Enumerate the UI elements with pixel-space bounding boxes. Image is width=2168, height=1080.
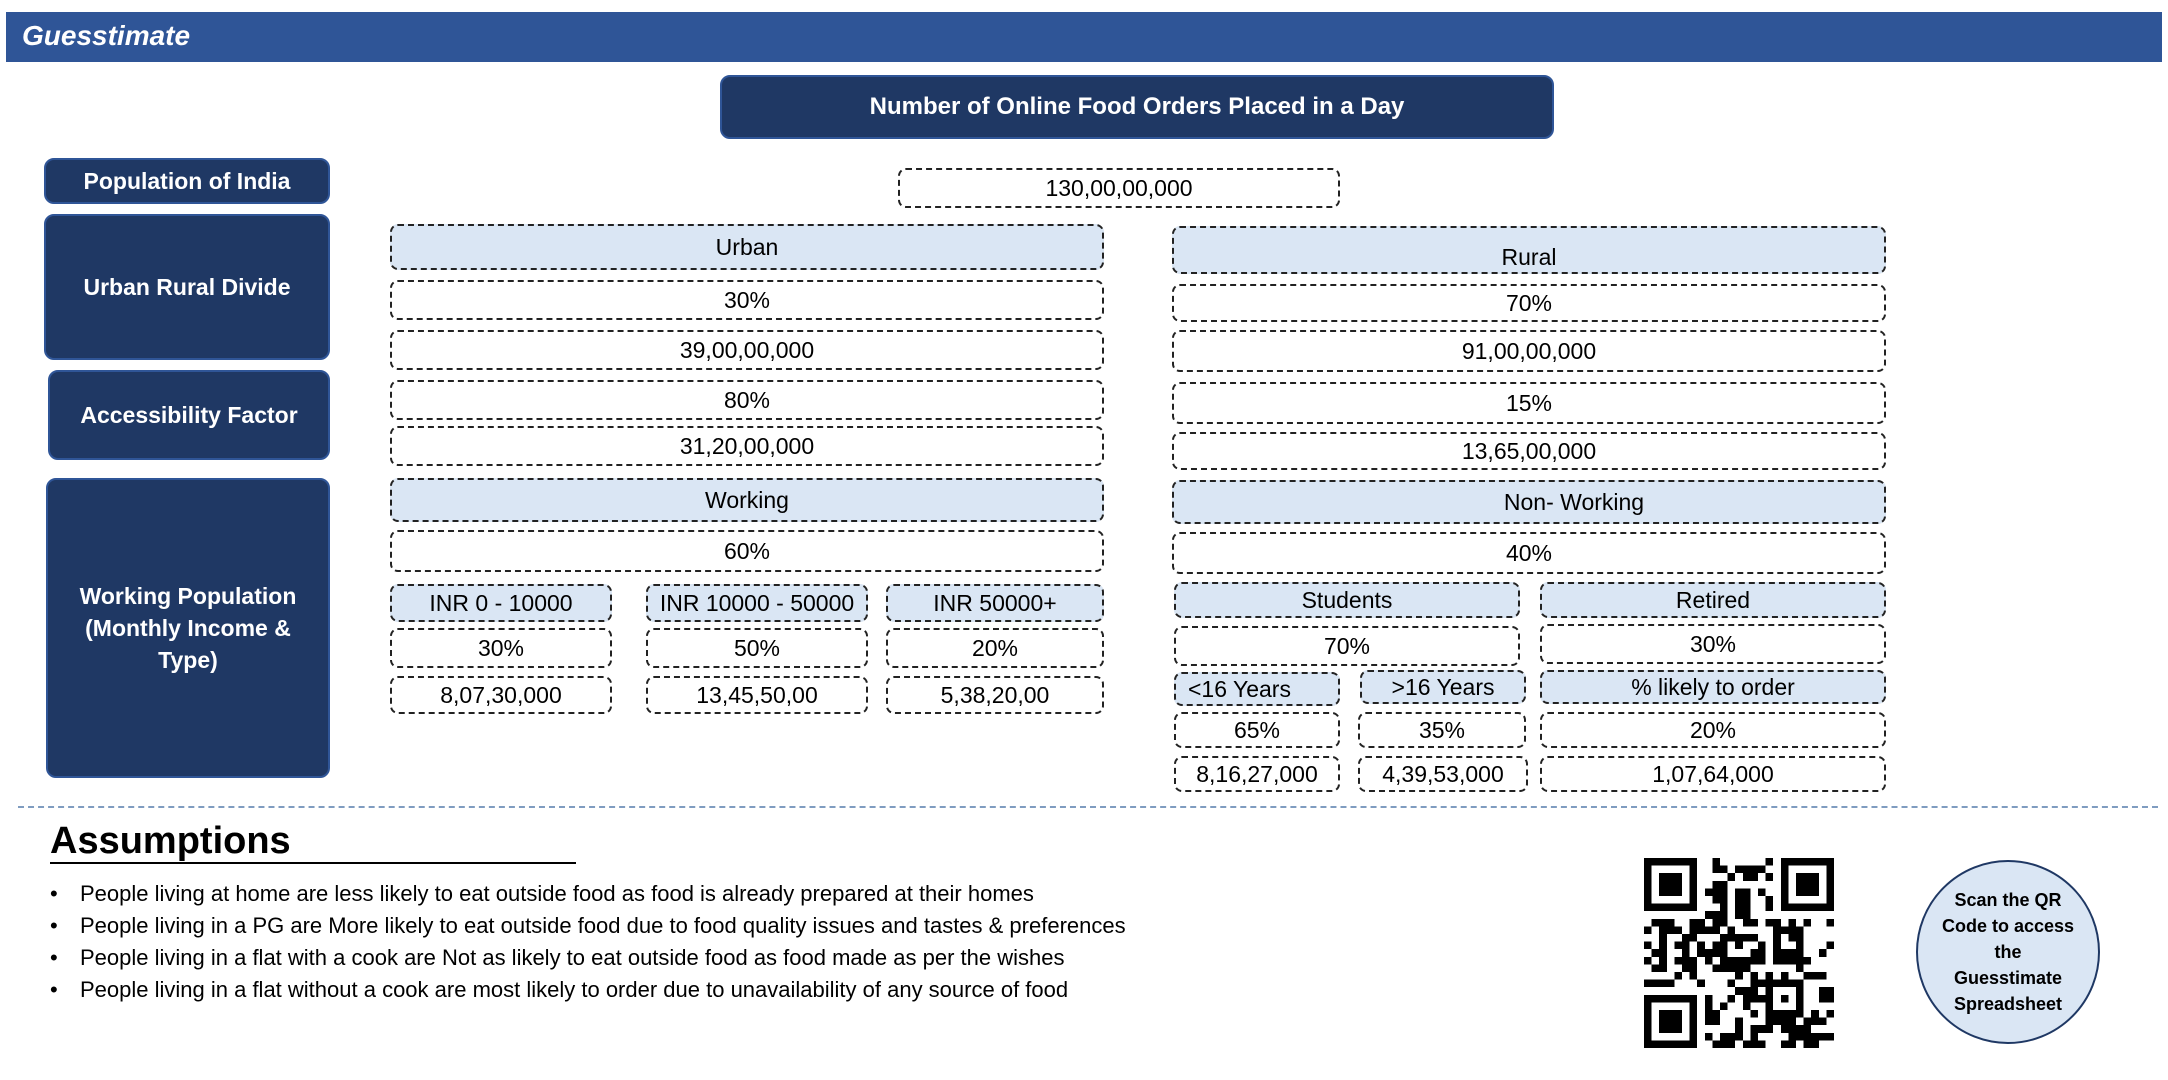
urban-count: 39,00,00,000: [390, 330, 1104, 370]
under16-count: 8,16,27,000: [1174, 756, 1340, 792]
assumption-item: • People living in a flat without a cook are most likely to order due to unavailability of any source of food: [50, 974, 1170, 1006]
urban-label: Urban: [390, 224, 1104, 270]
students-label: Students: [1174, 582, 1520, 618]
label-accessibility: Accessibility Factor: [48, 370, 330, 460]
income-share-3: 20%: [886, 628, 1104, 668]
urban-working-label: Working: [390, 478, 1104, 522]
rural-access: 15%: [1172, 382, 1886, 424]
rural-nonworking-share: 40%: [1172, 532, 1886, 574]
assumption-item: • People living in a PG are More likely to eat outside food due to food quality issues and tastes & preferences: [50, 910, 1170, 942]
retired-label: Retired: [1540, 582, 1886, 618]
assumptions-list: [50, 878, 1170, 1006]
likely-count: 1,07,64,000: [1540, 756, 1886, 792]
retired-share: 30%: [1540, 624, 1886, 664]
label-working: Working Population (Monthly Income & Type): [46, 478, 330, 778]
label-population: Population of India: [44, 158, 330, 204]
assumptions-title: Assumptions: [50, 820, 291, 862]
over16-label: >16 Years: [1360, 670, 1526, 704]
top-title-box: Number of Online Food Orders Placed in a Day: [720, 75, 1554, 139]
income-count-2: 13,45,50,00: [646, 676, 868, 714]
header-bar: [6, 12, 2162, 62]
income-count-1: 8,07,30,000: [390, 676, 612, 714]
section-divider: [18, 806, 2158, 808]
over16-count: 4,39,53,000: [1358, 756, 1528, 792]
label-urban-rural: Urban Rural Divide: [44, 214, 330, 360]
income-label-2: INR 10000 - 50000: [646, 584, 868, 622]
income-share-1: 30%: [390, 628, 612, 668]
assumption-item: • People living at home are less likely to eat outside food as food is already prepared at their homes: [50, 878, 1170, 910]
qr-code-icon[interactable]: [1644, 858, 1834, 1048]
urban-access-count: 31,20,00,000: [390, 426, 1104, 466]
urban-working-share: 60%: [390, 530, 1104, 572]
under16-label: <16 Years: [1174, 672, 1340, 706]
rural-nonworking-label: Non- Working: [1172, 480, 1886, 524]
scan-qr-note: Scan the QR Code to access the Guesstimate Spreadsheet: [1916, 860, 2100, 1044]
income-label-1: INR 0 - 10000: [390, 584, 612, 622]
likely-label: % likely to order: [1540, 670, 1886, 704]
header-title: Guesstimate: [22, 20, 191, 51]
under16-share: 65%: [1174, 712, 1340, 748]
rural-access-count: 13,65,00,000: [1172, 432, 1886, 470]
students-share: 70%: [1174, 626, 1520, 666]
rural-label: Rural: [1172, 226, 1886, 274]
urban-share: 30%: [390, 280, 1104, 320]
income-count-3: 5,38,20,00: [886, 676, 1104, 714]
population-value: 130,00,00,000: [898, 168, 1340, 208]
assumption-item: • People living in a flat with a cook are Not as likely to eat outside food as food made as per the wishes: [50, 942, 1170, 974]
over16-share: 35%: [1358, 712, 1526, 748]
income-share-2: 50%: [646, 628, 868, 668]
assumptions-underline: [50, 862, 576, 864]
rural-share: 70%: [1172, 284, 1886, 322]
rural-count: 91,00,00,000: [1172, 330, 1886, 372]
likely-share: 20%: [1540, 712, 1886, 748]
urban-access: 80%: [390, 380, 1104, 420]
income-label-3: INR 50000+: [886, 584, 1104, 622]
